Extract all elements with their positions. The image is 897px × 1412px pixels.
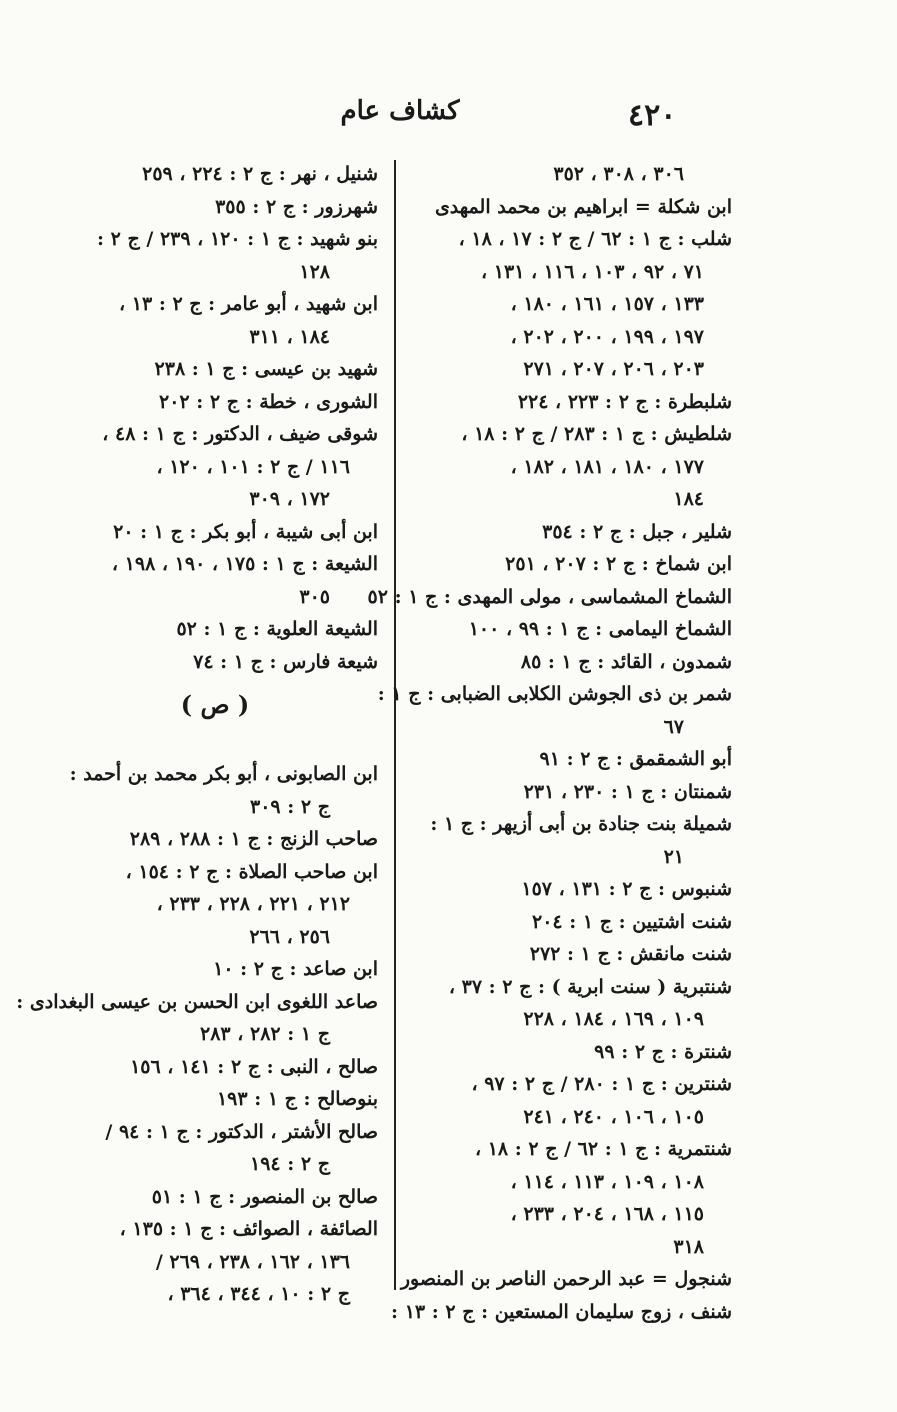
index-line: ١٧٧ ، ١٨٠ ، ١٨١ ، ١٨٢ ، [510,455,704,478]
index-entry: بنو شهيد : ج ١ : ١٢٠ ، ٢٣٩ / ج ٢ : [97,228,378,250]
index-entry: صالح الأشتر ، الدكتور : ج ١ : ٩٤ / [105,1120,378,1143]
index-entry: الشيعة : ج ١ : ١٧٥ ، ١٩٠ ، ١٩٨ ، [111,553,378,575]
index-line: ٦٧ [663,715,684,738]
column-divider [394,160,396,1290]
index-entry: الشيعة العلوية : ج ١ : ٥٢ [176,618,378,640]
left-column-bottom [16,758,378,1311]
index-entry: شهرزور : ج ٢ : ٣٥٥ [215,195,378,218]
index-line: ١٣٣ ، ١٥٧ ، ١٦١ ، ١٨٠ ، [510,293,704,315]
index-entry: أبو الشمقمق : ج ٢ : ٩١ [539,748,732,770]
index-line: ١١٦ / ج ٢ : ١٠١ ، ١٢٠ ، [156,455,350,478]
index-entry: شنف ، زوج سليمان المستعين : ج ٢ : ١٣ : [391,1300,732,1323]
index-entry: بنوصالح : ج ١ : ١٩٣ [216,1088,378,1110]
index-entry: الشماخ المشماسى ، مولى المهدى : ج ١ : ٥٢ [367,585,732,608]
index-entry: شوقى ضيف ، الدكتور : ج ١ : ٤٨ ، [102,423,378,445]
index-line: ١٨٤ [673,488,704,510]
index-line: ١٨٤ ، ٣١١ [249,325,330,348]
page-title: كشاف عام [340,96,460,126]
index-line: ١٠٨ ، ١٠٩ ، ١١٣ ، ١١٤ ، [510,1170,704,1193]
index-line: ٣١٨ [673,1235,704,1258]
index-line: ١١٥ ، ١٦٨ ، ٢٠٤ ، ٢٣٣ ، [510,1203,704,1225]
index-entry: شنت اشتيين : ج ١ : ٢٠٤ [531,910,732,933]
index-entry: ابن الصابونى ، أبو بكر محمد بن أحمد : [69,763,378,785]
index-line: ١٢٨ [299,260,330,283]
index-line: ٣٠٥ [299,585,330,608]
index-entry: صالح ، النبى : ج ٢ : ١٤١ ، ١٥٦ [130,1055,378,1078]
index-entry: صالح بن المنصور : ج ١ : ٥١ [151,1185,378,1208]
index-line: ٣٠٦ ، ٣٠٨ ، ٣٥٢ [553,163,684,185]
index-line: ١٣٦ ، ١٦٢ ، ٢٣٨ ، ٢٦٩ / [155,1250,350,1273]
index-entry: شمدون ، القائد : ج ١ : ٨٥ [520,650,732,673]
index-entry: شمر بن ذى الجوشن الكلابى الضبابى : ج ١ : [377,683,732,705]
index-entry: صاعد اللغوى ابن الحسن بن عيسى البغدادى : [16,990,378,1013]
index-entry: الشماخ اليمامى : ج ١ : ٩٩ ، ١٠٠ [468,618,732,640]
index-line: ١٧٢ ، ٣٠٩ [249,488,330,510]
index-entry: شنيل ، نهر : ج ٢ : ٢٢٤ ، ٢٥٩ [142,163,378,185]
index-entry: ابن شماخ : ج ٢ : ٢٠٧ ، ٢٥١ [505,553,732,575]
index-line: ج ٢ : ٣٠٩ [250,795,330,818]
page-number: ٤٢٠ [628,98,677,133]
index-line: ٢٥٦ ، ٢٦٦ [249,925,330,948]
index-entry: شلب : ج ١ : ٦٢ / ج ٢ : ١٧ ، ١٨ ، [458,228,732,250]
index-line: ١٠٩ ، ١٦٩ ، ١٨٤ ، ٢٢٨ [523,1008,704,1030]
index-entry: شنتبرية ( سنت ابرية ) : ج ٢ : ٣٧ ، [448,975,732,998]
index-line: ٢١٢ ، ٢٢١ ، ٢٢٨ ، ٢٣٣ ، [156,893,350,915]
index-entry: ابن صاعد : ج ٢ : ١٠ [213,958,378,980]
index-line: ٧١ ، ٩٢ ، ١٠٣ ، ١١٦ ، ١٣١ ، [481,260,704,283]
index-entry: شنبوس : ج ٢ : ١٣١ ، ١٥٧ [521,878,732,900]
index-entry: شلبطرة : ج ٢ : ٢٢٣ ، ٢٢٤ [517,390,732,413]
index-entry: شيعة فارس : ج ١ : ٧٤ [193,650,378,673]
index-entry: ابن أبى شيبة ، أبو بكر : ج ١ : ٢٠ [113,520,378,543]
index-entry: شنترين : ج ١ : ٢٨٠ / ج ٢ : ٩٧ ، [471,1073,732,1095]
index-line: ج ١ : ٢٨٢ ، ٢٨٣ [200,1023,330,1045]
index-line: ١٠٥ ، ١٠٦ ، ٢٤٠ ، ٢٤١ [523,1105,704,1128]
index-line: ١٩٧ ، ١٩٩ ، ٢٠٠ ، ٢٠٢ ، [510,325,704,348]
left-column-top [48,158,378,678]
index-entry: شلطيش : ج ١ : ٢٨٣ / ج ٢ : ١٨ ، [461,423,732,445]
index-entry: شنترة : ج ٢ : ٩٩ [594,1040,732,1063]
index-entry: شميلة بنت جنادة بن أبى أزيهر : ج ١ : [430,813,732,835]
index-line: ٢٠٣ ، ٢٠٦ ، ٢٠٧ ، ٢٧١ [523,358,704,380]
index-entry: شمنتان : ج ١ : ٢٣٠ ، ٢٣١ [523,780,732,803]
index-line: ٢١ [663,845,684,868]
index-entry: ابن شهيد ، أبو عامر : ج ٢ : ١٣ ، [119,293,378,315]
index-entry: شنتمرية : ج ١ : ٦٢ / ج ٢ : ١٨ ، [474,1138,732,1160]
index-entry: شهيد بن عيسى : ج ١ : ٢٣٨ [154,358,378,380]
index-entry: الصائفة ، الصوائف : ج ١ : ١٣٥ ، [119,1218,378,1240]
index-entry: صاحب الزنج : ج ١ : ٢٨٨ ، ٢٨٩ [129,828,378,850]
index-line: ج ٢ : ١٠ ، ٣٤٤ ، ٣٦٤ ، [167,1283,350,1305]
index-entry: شنجول = عبد الرحمن الناصر بن المنصور [400,1268,732,1290]
index-entry: ابن شكلة = ابراهيم بن محمد المهدى [434,195,732,218]
index-entry: شلير ، جبل : ج ٢ : ٣٥٤ [542,520,732,543]
right-column [367,158,732,1328]
index-entry: الشورى ، خطة : ج ٢ : ٢٠٢ [159,390,378,413]
section-heading: ( ص ) [180,690,250,719]
index-entry: ابن صاحب الصلاة : ج ٢ : ١٥٤ ، [125,860,378,883]
index-entry: شنت مانقش : ج ١ : ٢٧٢ [529,943,732,965]
index-line: ج ٢ : ١٩٤ [250,1153,330,1175]
